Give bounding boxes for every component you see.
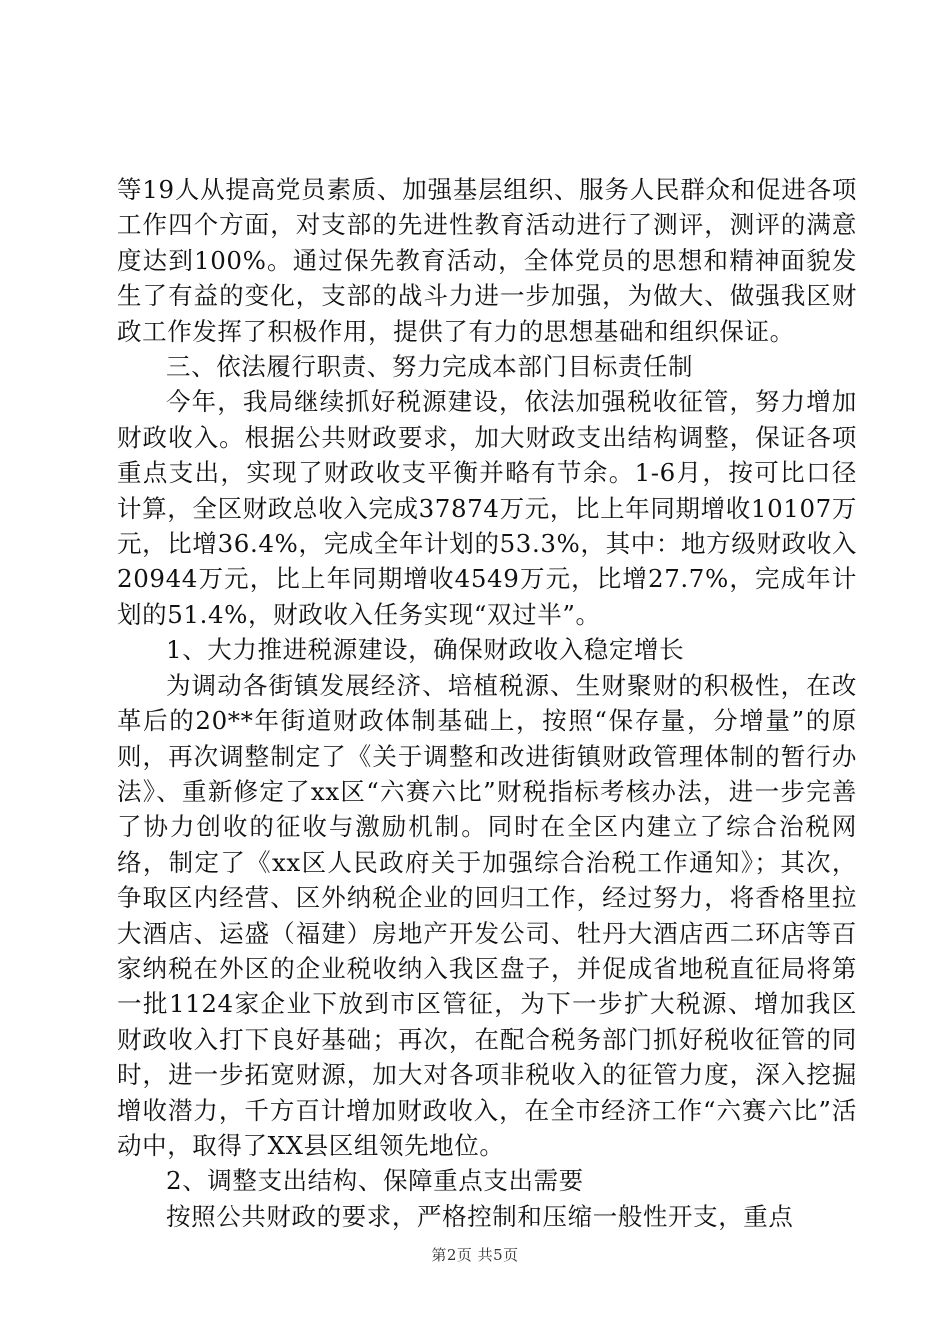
paragraph: 为调动各街镇发展经济、培植税源、生财聚财的积极性，在改革后的20**年街道财政体制基础上，按照“保存量，分增量”的原则，再次调整制定了《关于调整和改进街镇财政管理体制的暂行办法》、重新修定了xx区“六赛六比”财税指标考核办法，进一步完善了协力创收的征收与激励机制。同时在全区内建立了综合治税网络，制定了《xx区人民政府关于加强综合治税工作通知》；其次，争取区内经营、区外纳税企业的回归工作，经过努力，将香格里拉大酒店、运盛（福建）房地产开发公司、牡丹大酒店西二环店等百家纳税在外区的企业税收纳入我区盘子，并促成省地税直征局将第一批1124家企业下放到市区管征，为下一步扩大税源、增加我区财政收入打下良好基础；再次，在配合税务部门抓好税收征管的同时，进一步拓宽财源，加大对各项非税收入的征管力度，深入挖掘增收潜力，千方百计增加财政收入，在全市经济工作“六赛六比”活动中，取得了XX县区组领先地位。 — [117, 670, 857, 1160]
paragraph: 今年，我局继续抓好税源建设，依法加强税收征管，努力增加财政收入。根据公共财政要求，加大财政支出结构调整，保证各项重点支出，实现了财政收支平衡并略有节余。1-6月，按可比口径计算，全区财政总收入完成37874万元，比上年同期增收10107万元，比增36.4%，完成全年计划的53.3%，其中：地方级财政收入20944万元，比上年同期增收4549万元，比增27.7%，完成年计划的51.4%，财政收入任务实现“双过半”。 — [117, 387, 857, 629]
section-heading: 三、依法履行职责、努力完成本部门目标责任制 — [166, 352, 694, 382]
paragraph: 按照公共财政的要求，严格控制和压缩一般性开支，重点 — [166, 1201, 794, 1231]
subsection-heading: 1、大力推进税源建设，确保财政收入稳定增长 — [166, 635, 685, 665]
subsection-heading: 2、调整支出结构、保障重点支出需要 — [166, 1166, 584, 1196]
page-number-footer: 第2页 共5页 — [431, 1246, 519, 1264]
document-body — [117, 172, 857, 1234]
paragraph-continued: 等19人从提高党员素质、加强基层组织、服务人民群众和促进各项工作四个方面，对支部的先进性教育活动进行了测评，测评的满意度达到100%。通过保先教育活动，全体党员的思想和精神面貌发生了有益的变化，支部的战斗力进一步加强，为做大、做强我区财政工作发挥了积极作用，提供了有力的思想基础和组织保证。 — [117, 175, 857, 346]
